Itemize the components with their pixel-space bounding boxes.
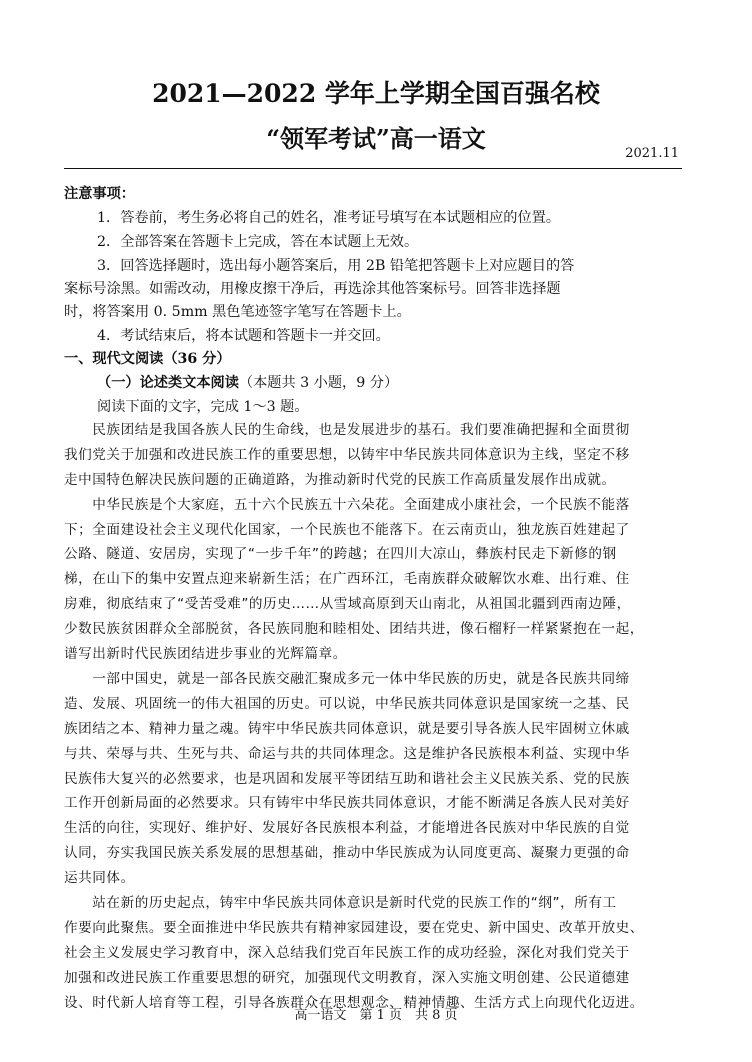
notice-item: 2．全部答案在答题卡上完成，答在本试题上无效。 — [97, 234, 419, 250]
reading-instruction: 阅读下面的文字，完成 1～3 题。 — [97, 399, 309, 415]
section-heading: 一、现代文阅读（36 分） — [64, 351, 231, 367]
page-footer: 高一语文 第 1 页 共 8 页 — [294, 1008, 458, 1023]
passage-line: 梯，在山下的集中安置点迎来崭新生活；在广西环江，毛南族群众破解饮水难、出行难、住 — [64, 571, 630, 587]
passage-line: 社会主义发展史学习教育中，深入总结我们党百年民族工作的成功经验，深化对我们党关于 — [64, 945, 630, 961]
passage-line: 运共同体。 — [64, 870, 135, 886]
notice-item-continued: 案标号涂黑。如需改动，用橡皮擦干净后，再选涂其他答案标号。回答非选择题 — [64, 281, 561, 297]
passage-line: 民族伟大复兴的必然要求，也是巩固和发展平等团结互助和谐社会主义民族关系、党的民族 — [64, 771, 630, 787]
notice-item: 1．答卷前，考生务必将自己的姓名，准考证号填写在本试题相应的位置。 — [97, 210, 561, 226]
passage-line: 设、时代新人培育等工程，引导各族群众在思想观念、精神情趣、生活方式上向现代化迈进。 — [64, 995, 644, 1011]
passage-line: 族团结之本、精神力量之魂。铸牢中华民族共同体意识，就是要引导各族人民牢固树立休戚 — [64, 721, 630, 737]
passage-line: 下；全面建设社会主义现代化国家，一个民族也不能落下。在云南贡山，独龙族百姓建起了 — [64, 522, 630, 538]
passage-line: 房难，彻底结束了“受苦受难”的历史……从雪域高原到天山南北，从祖国北疆到西南边陲， — [64, 596, 631, 612]
passage-line: 中华民族是个大家庭，五十六个民族五十六朵花。全面建成小康社会，一个民族不能落 — [64, 497, 630, 513]
passage-line: 公路、隧道、安居房，实现了“一步千年”的跨越；在四川大凉山，彝族村民走下新修的钢 — [64, 546, 617, 562]
notice-heading: 注意事项： — [64, 186, 135, 202]
passage-line: 工作开创新局面的必然要求。只有铸牢中华民族共同体意识，才能不断满足各族人民对美好 — [64, 795, 630, 811]
passage-line: 一部中国史，就是一部各民族交融汇聚成多元一体中华民族的历史，就是各民族共同缔 — [64, 671, 630, 687]
passage-line: 加强和改进民族工作重要思想的研究，加强现代文明教育，深入实施文明创建、公民道德建 — [64, 970, 630, 986]
passage-line: 认同，夯实我国民族关系发展的思想基础，推动中华民族成为认同度更高、凝聚力更强的命 — [64, 845, 630, 861]
passage-line: 民族团结是我国各族人民的生命线，也是发展进步的基石。我们要准确把握和全面贯彻 — [64, 422, 630, 438]
notice-item: 4．考试结束后，将本试题和答题卡一并交回。 — [97, 328, 390, 344]
header-divider — [64, 168, 682, 169]
passage-line: 少数民族贫困群众全部脱贫，各民族同胞和睦相处、团结共进，像石榴籽一样紧紧抱在一起， — [64, 621, 644, 637]
exam-title: 2021—2022 学年上学期全国百强名校 — [152, 79, 600, 108]
notice-item: 3．回答选择题时，选出每小题答案后，用 2B 铅笔把答题卡上对应题目的答 — [97, 258, 575, 274]
passage-line: 作要向此聚焦。要全面推进中华民族共有精神家园建设，要在党史、新中国史、改革开放史、 — [64, 920, 644, 936]
passage-line: 谱写出新时代民族团结进步事业的光辉篇章。 — [64, 646, 347, 662]
passage-line: 我们党关于加强和改进民族工作的重要思想，以铸牢中华民族共同体意识为主线，坚定不移 — [64, 447, 630, 463]
exam-subtitle: “领军考试”高一语文 — [266, 124, 486, 153]
passage-line: 生活的向往，实现好、维护好、发展好各民族根本利益，才能增进各民族对中华民族的自觉 — [64, 820, 630, 836]
passage-line: 走中国特色解决民族问题的正确道路，为推动新时代党的民族工作高质量发展作出成就。 — [64, 472, 616, 488]
notice-item-continued: 时，将答案用 0. 5mm 黑色笔迹签字笔写在答题卡上。 — [64, 304, 411, 320]
subsection-heading — [97, 373, 717, 393]
exam-date: 2021.11 — [625, 146, 679, 161]
passage-line: 造、发展、巩固统一的伟大祖国的历史。可以说，中华民族共同体意识是国家统一之基、民 — [64, 696, 630, 712]
passage-line: 站在新的历史起点，铸牢中华民族共同体意识是新时代党的民族工作的“纲”，所有工 — [64, 895, 617, 911]
subsection-title: （一）论述类文本阅读 — [97, 375, 239, 391]
subsection-score: （本题共 3 小题，9 分） — [238, 375, 399, 391]
passage-line: 与共、荣辱与共、生死与共、命运与共的共同体理念。这是维护各民族根本利益、实现中华 — [64, 746, 630, 762]
